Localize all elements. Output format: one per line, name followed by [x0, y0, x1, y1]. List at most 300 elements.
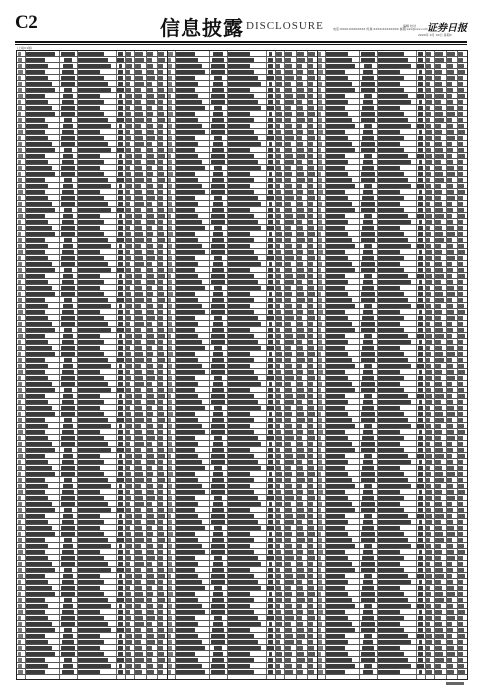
- table-cell: [285, 664, 292, 668]
- table-cell: [78, 670, 100, 674]
- table-cell: [135, 394, 142, 398]
- table-cell: [308, 148, 314, 152]
- table-cell: [228, 574, 254, 578]
- table-cell: [285, 148, 292, 152]
- table-cell: [285, 316, 294, 320]
- table-cell: [318, 364, 322, 368]
- table-cell: [378, 244, 411, 248]
- table-cell: [214, 646, 223, 650]
- table-cell: [458, 208, 465, 212]
- table-cell: [211, 430, 226, 434]
- table-cell: [326, 238, 352, 242]
- table-cell: [361, 358, 376, 362]
- table-cell: [26, 334, 46, 338]
- table-cell: [378, 466, 400, 470]
- table-cell: [61, 142, 76, 146]
- table-cell: [214, 166, 223, 170]
- table-cell: [26, 148, 55, 152]
- table-cell: [78, 268, 111, 272]
- table-cell: [297, 460, 302, 464]
- table-cell: [418, 226, 422, 230]
- table-cell: [61, 502, 76, 506]
- table-cell: [78, 124, 111, 128]
- table-cell: [26, 316, 49, 320]
- table-cell: [318, 232, 321, 236]
- table-cell: [361, 598, 376, 602]
- table-cell: [447, 166, 454, 170]
- table-cell: [318, 226, 323, 230]
- table-cell: [435, 202, 442, 206]
- table-cell: [126, 436, 131, 440]
- table-cell: [426, 640, 432, 644]
- table-cell: [318, 334, 322, 338]
- table-cell: [318, 130, 323, 134]
- table-cell: [117, 178, 123, 182]
- table-cell: [364, 214, 373, 218]
- table-cell: [276, 208, 280, 212]
- table-cell: [118, 166, 123, 170]
- table-cell: [168, 610, 171, 614]
- table-cell: [285, 154, 293, 158]
- table-cell: [158, 130, 164, 134]
- table-cell: [419, 160, 423, 164]
- table-cell: [135, 340, 141, 344]
- table-cell: [212, 418, 224, 422]
- table-cell: [308, 286, 315, 290]
- table-cell: [297, 268, 304, 272]
- table-cell: [267, 556, 273, 560]
- table-cell: [363, 400, 373, 404]
- table-cell: [228, 58, 254, 62]
- table-cell: [158, 118, 166, 122]
- table-cell: [297, 382, 303, 386]
- table-cell: [158, 604, 163, 608]
- table-cell: [318, 472, 321, 476]
- table-cell: [326, 340, 349, 344]
- table-cell: [426, 388, 431, 392]
- table-cell: [285, 460, 294, 464]
- table-cell: [285, 322, 291, 326]
- table-cell: [378, 604, 411, 608]
- table-cell: [268, 298, 272, 302]
- table-cell: [158, 610, 164, 614]
- table-cell: [426, 226, 430, 230]
- table-cell: [378, 112, 404, 116]
- table-cell: [318, 184, 322, 188]
- table-cell: [285, 430, 293, 434]
- table-cell: [18, 532, 21, 536]
- table-cell: [435, 346, 442, 350]
- table-cell: [126, 406, 130, 410]
- table-cell: [168, 634, 171, 638]
- table-cell: [214, 196, 223, 200]
- table-cell: [135, 484, 141, 488]
- table-cell: [378, 502, 400, 506]
- table-cell: [213, 412, 223, 416]
- table-cell: [447, 94, 452, 98]
- table-cell: [18, 106, 22, 110]
- table-cell: [435, 88, 443, 92]
- table-cell: [269, 202, 273, 206]
- table-cell: [168, 280, 172, 284]
- table-cell: [458, 586, 464, 590]
- table-cell: [213, 562, 223, 566]
- table-cell: [435, 250, 442, 254]
- table-cell: [276, 520, 280, 524]
- table-cell: [26, 448, 55, 452]
- table-cell: [212, 478, 224, 482]
- table-cell: [458, 394, 466, 398]
- table-cell: [308, 226, 315, 230]
- table-cell: [326, 496, 349, 500]
- table-cell: [18, 640, 21, 644]
- table-cell: [62, 160, 74, 164]
- table-cell: [418, 76, 422, 80]
- table-cell: [276, 418, 282, 422]
- table-cell: [426, 52, 431, 56]
- table-cell: [458, 334, 466, 338]
- table-cell: [458, 238, 464, 242]
- table-cell: [378, 550, 400, 554]
- table-cell: [308, 574, 313, 578]
- table-cell: [61, 346, 74, 350]
- table-cell: [168, 346, 172, 350]
- table-cell: [211, 244, 224, 248]
- table-cell: [426, 256, 432, 260]
- table-cell: [147, 436, 155, 440]
- table-cell: [228, 238, 254, 242]
- table-cell: [297, 472, 304, 476]
- table-cell: [78, 280, 104, 284]
- table-cell: [118, 310, 122, 314]
- table-cell: [418, 406, 422, 410]
- table-cell: [276, 274, 281, 278]
- table-cell: [176, 484, 202, 488]
- table-cell: [118, 430, 122, 434]
- table-cell: [426, 286, 430, 290]
- table-cell: [26, 58, 46, 62]
- table-cell: [276, 118, 282, 122]
- table-cell: [158, 376, 163, 380]
- table-cell: [378, 202, 400, 206]
- table-cell: [26, 130, 46, 134]
- table-cell: [147, 508, 153, 512]
- table-cell: [297, 70, 303, 74]
- table-cell: [435, 358, 444, 362]
- table-cell: [426, 460, 432, 464]
- table-cell: [297, 136, 302, 140]
- table-cell: [78, 598, 108, 602]
- table-cell: [378, 490, 400, 494]
- table-cell: [176, 52, 196, 56]
- table-cell: [426, 538, 430, 542]
- table-cell: [168, 172, 173, 176]
- table-cell: [26, 136, 49, 140]
- table-cell: [26, 658, 46, 662]
- table-cell: [418, 328, 424, 332]
- table-cell: [268, 358, 272, 362]
- table-cell: [26, 664, 49, 668]
- table-cell: [78, 490, 100, 494]
- table-cell: [126, 58, 132, 62]
- table-cell: [268, 64, 273, 68]
- table-cell: [126, 430, 130, 434]
- table-cell: [326, 310, 346, 314]
- table-cell: [318, 316, 321, 320]
- table-cell: [458, 196, 463, 200]
- table-cell: [435, 286, 442, 290]
- table-cell: [318, 514, 322, 518]
- table-cell: [176, 196, 196, 200]
- table-cell: [285, 412, 292, 416]
- table-cell: [308, 460, 314, 464]
- table-cell: [228, 154, 254, 158]
- table-cell: [318, 520, 322, 524]
- table-cell: [168, 196, 172, 200]
- table-cell: [126, 322, 130, 326]
- table-cell: [361, 502, 374, 506]
- table-cell: [61, 106, 74, 110]
- table-cell: [26, 526, 52, 530]
- table-cell: [78, 304, 111, 308]
- table-cell: [62, 640, 74, 644]
- table-cell: [318, 142, 322, 146]
- table-cell: [418, 358, 424, 362]
- table-cell: [447, 598, 452, 602]
- table-cell: [297, 274, 305, 278]
- table-row: [17, 669, 167, 675]
- table-cell: [168, 580, 172, 584]
- table-cell: [276, 166, 281, 170]
- table-cell: [458, 94, 466, 98]
- table-cell: [228, 400, 258, 404]
- table-cell: [378, 610, 400, 614]
- table-cell: [326, 172, 349, 176]
- table-row: [317, 669, 467, 675]
- table-cell: [364, 244, 373, 248]
- table-cell: [285, 94, 293, 98]
- table-cell: [308, 364, 314, 368]
- table-cell: [297, 412, 304, 416]
- table-cell: [447, 346, 454, 350]
- table-cell: [268, 244, 273, 248]
- table-cell: [147, 106, 152, 110]
- table-cell: [267, 256, 273, 260]
- table-cell: [214, 436, 223, 440]
- table-cell: [418, 646, 422, 650]
- table-cell: [126, 52, 131, 56]
- table-cell: [158, 460, 163, 464]
- table-cell: [458, 670, 466, 674]
- table-cell: [228, 346, 261, 350]
- table-cell: [326, 484, 355, 488]
- table-cell: [267, 196, 273, 200]
- table-cell: [147, 658, 152, 662]
- table-cell: [62, 310, 74, 314]
- table-cell: [126, 190, 130, 194]
- table-cell: [78, 496, 104, 500]
- table-cell: [147, 88, 153, 92]
- table-cell: [211, 550, 226, 554]
- table-cell: [308, 670, 315, 674]
- table-cell: [126, 316, 131, 320]
- table-cell: [118, 190, 122, 194]
- table-cell: [458, 412, 463, 416]
- table-cell: [26, 298, 46, 302]
- table-cell: [147, 160, 155, 164]
- table-cell: [118, 340, 122, 344]
- table-cell: [378, 394, 408, 398]
- table-cell: [61, 436, 74, 440]
- table-cell: [426, 118, 430, 122]
- table-cell: [168, 544, 172, 548]
- table-cell: [18, 454, 23, 458]
- table-cell: [297, 202, 303, 206]
- table-cell: [435, 436, 441, 440]
- table-cell: [419, 70, 423, 74]
- table-cell: [326, 280, 349, 284]
- table-cell: [447, 136, 455, 140]
- table-cell: [18, 82, 22, 86]
- table-block-2: [167, 51, 317, 679]
- table-cell: [147, 334, 154, 338]
- table-cell: [318, 490, 323, 494]
- table-cell: [308, 532, 316, 536]
- table-cell: [276, 430, 281, 434]
- table-cell: [176, 634, 199, 638]
- table-cell: [158, 166, 164, 170]
- table-cell: [326, 166, 346, 170]
- table-cell: [135, 388, 141, 392]
- table-cell: [158, 280, 163, 284]
- table-cell: [126, 490, 130, 494]
- table-cell: [297, 208, 304, 212]
- table-cell: [276, 634, 281, 638]
- table-cell: [211, 520, 226, 524]
- table-cell: [147, 292, 153, 296]
- table-cell: [268, 610, 274, 614]
- table-cell: [147, 628, 153, 632]
- table-cell: [362, 496, 374, 500]
- table-cell: [318, 274, 322, 278]
- table-cell: [418, 388, 424, 392]
- table-cell: [158, 178, 166, 182]
- table-cell: [458, 256, 463, 260]
- table-cell: [426, 472, 431, 476]
- table-cell: [378, 388, 404, 392]
- table-cell: [363, 220, 373, 224]
- table-cell: [308, 280, 314, 284]
- table-cell: [126, 94, 132, 98]
- table-cell: [176, 556, 196, 560]
- table-cell: [176, 346, 205, 350]
- table-cell: [285, 604, 292, 608]
- table-cell: [308, 562, 313, 566]
- table-cell: [26, 88, 55, 92]
- table-cell: [26, 598, 46, 602]
- table-cell: [435, 310, 442, 314]
- table-cell: [267, 646, 273, 650]
- table-cell: [326, 430, 346, 434]
- table-cell: [26, 352, 55, 356]
- page-header: [0, 0, 484, 40]
- table-cell: [158, 70, 164, 74]
- table-cell: [267, 436, 273, 440]
- table-cell: [308, 580, 314, 584]
- table-cell: [447, 298, 452, 302]
- table-cell: [117, 478, 123, 482]
- table-cell: [276, 370, 281, 374]
- table-cell: [158, 106, 164, 110]
- table-cell: [378, 538, 408, 542]
- table-cell: [26, 502, 52, 506]
- table-cell: [268, 514, 273, 518]
- section-title-en: DISCLOSURE: [246, 20, 324, 32]
- table-cell: [276, 616, 282, 620]
- table-cell: [318, 592, 321, 596]
- table-cell: [435, 214, 444, 218]
- table-cell: [378, 514, 408, 518]
- table-cell: [426, 376, 432, 380]
- table-cell: [228, 394, 254, 398]
- table-cell: [326, 118, 352, 122]
- table-cell: [126, 340, 132, 344]
- table-cell: [361, 448, 376, 452]
- table-cell: [213, 202, 223, 206]
- table-cell: [147, 562, 152, 566]
- table-cell: [135, 448, 141, 452]
- table-cell: [276, 556, 282, 560]
- table-cell: [26, 382, 52, 386]
- table-cell: [426, 244, 431, 248]
- table-cell: [158, 286, 164, 290]
- table-cell: [326, 376, 349, 380]
- table-cell: [447, 382, 452, 386]
- table-cell: [78, 574, 100, 578]
- table-cell: [211, 340, 226, 344]
- table-cell: [147, 346, 152, 350]
- table-cell: [78, 442, 108, 446]
- table-cell: [426, 490, 432, 494]
- table-cell: [276, 652, 282, 656]
- table-cell: [435, 52, 443, 56]
- page-number: C2: [15, 12, 38, 33]
- table-cell: [78, 250, 100, 254]
- table-cell: [78, 352, 104, 356]
- table-cell: [118, 520, 122, 524]
- table-cell: [268, 394, 273, 398]
- table-cell: [18, 304, 22, 308]
- table-cell: [168, 484, 172, 488]
- table-cell: [228, 130, 254, 134]
- table-cell: [118, 106, 123, 110]
- table-cell: [297, 292, 304, 296]
- table-cell: [447, 400, 453, 404]
- table-cell: [118, 502, 124, 506]
- table-cell: [435, 580, 441, 584]
- table-cell: [318, 82, 322, 86]
- table-cell: [426, 124, 431, 128]
- table-cell: [26, 226, 52, 230]
- table-cell: [64, 658, 73, 662]
- table-cell: [318, 376, 321, 380]
- table-cell: [61, 196, 74, 200]
- table-cell: [228, 70, 254, 74]
- table-cell: [326, 562, 352, 566]
- table-cell: [458, 484, 465, 488]
- table-cell: [78, 652, 104, 656]
- table-cell: [176, 106, 205, 110]
